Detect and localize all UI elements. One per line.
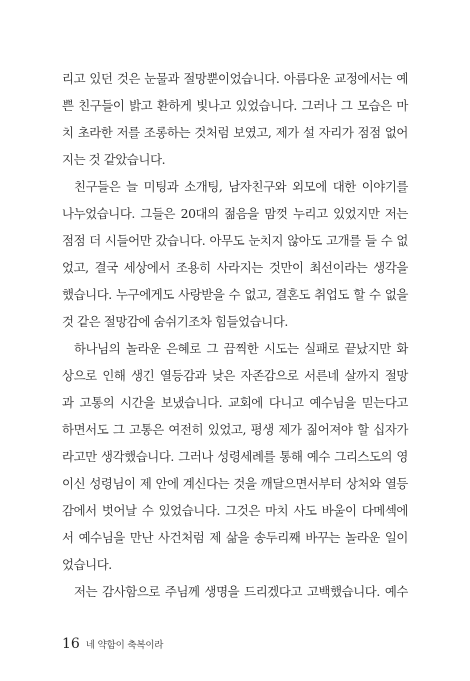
body-line: 했습니다. 누구에게도 사랑받을 수 없고, 결혼도 취업도 할 수 없을 — [62, 287, 408, 302]
running-title: 네 약함이 축복이라 — [85, 640, 164, 651]
body-line: 서 예수님을 만난 사건처럼 제 삶을 송두리째 바꾸는 놀라운 일이 — [62, 530, 408, 545]
body-line: 과 고통의 시간을 보냈습니다. 교회에 다니고 예수님을 믿는다고 — [62, 395, 408, 410]
body-line: 지는 것 같았습니다. — [62, 152, 166, 167]
page-number: 16 — [62, 636, 80, 652]
body-line: 었습니다. — [62, 557, 112, 572]
body-line: 저는 감사함으로 주님께 생명을 드리겠다고 고백했습니다. 예수 — [74, 584, 408, 599]
body-line: 리고 있던 것은 눈물과 절망뿐이었습니다. 아름다운 교정에서는 예 — [62, 71, 408, 86]
body-line: 감에서 벗어날 수 있었습니다. 그것은 마치 사도 바울이 다메섹에 — [62, 503, 408, 518]
body-line: 나누었습니다. 그들은 20대의 젊음을 맘껏 누리고 있었지만 저는 — [62, 206, 408, 221]
body-line: 이신 성령님이 제 안에 계신다는 것을 깨달으면서부터 상처와 열등 — [62, 476, 408, 491]
body-line: 것 같은 절망감에 숨쉬기조차 힘들었습니다. — [62, 314, 288, 329]
body-line: 하나님의 놀라운 은혜로 그 끔찍한 시도는 실패로 끝났지만 화 — [74, 341, 408, 356]
body-line: 쁜 친구들이 밝고 환하게 빛나고 있었습니다. 그러나 그 모습은 마 — [62, 98, 408, 113]
body-line: 상으로 인해 생긴 열등감과 낮은 자존감으로 서른네 살까지 절망 — [62, 368, 408, 383]
body-line: 치 초라한 저를 조롱하는 것처럼 보였고, 제가 설 자리가 점점 없어 — [62, 125, 408, 140]
body-line: 라고만 생각했습니다. 그러나 성령세례를 통해 예수 그리스도의 영 — [62, 449, 408, 464]
body-line: 점점 더 시들어만 갔습니다. 아무도 눈치지 않아도 고개를 들 수 없 — [62, 233, 408, 248]
body-line: 었고, 결국 세상에서 조용히 사라지는 것만이 최선이라는 생각을 — [62, 260, 408, 275]
body-line: 친구들은 늘 미팅과 소개팅, 남자친구와 외모에 대한 이야기를 — [74, 179, 408, 194]
page-footer — [62, 636, 163, 652]
body-line: 하면서도 그 고통은 여전히 있었고, 평생 제가 짊어져야 할 십자가 — [62, 422, 408, 437]
